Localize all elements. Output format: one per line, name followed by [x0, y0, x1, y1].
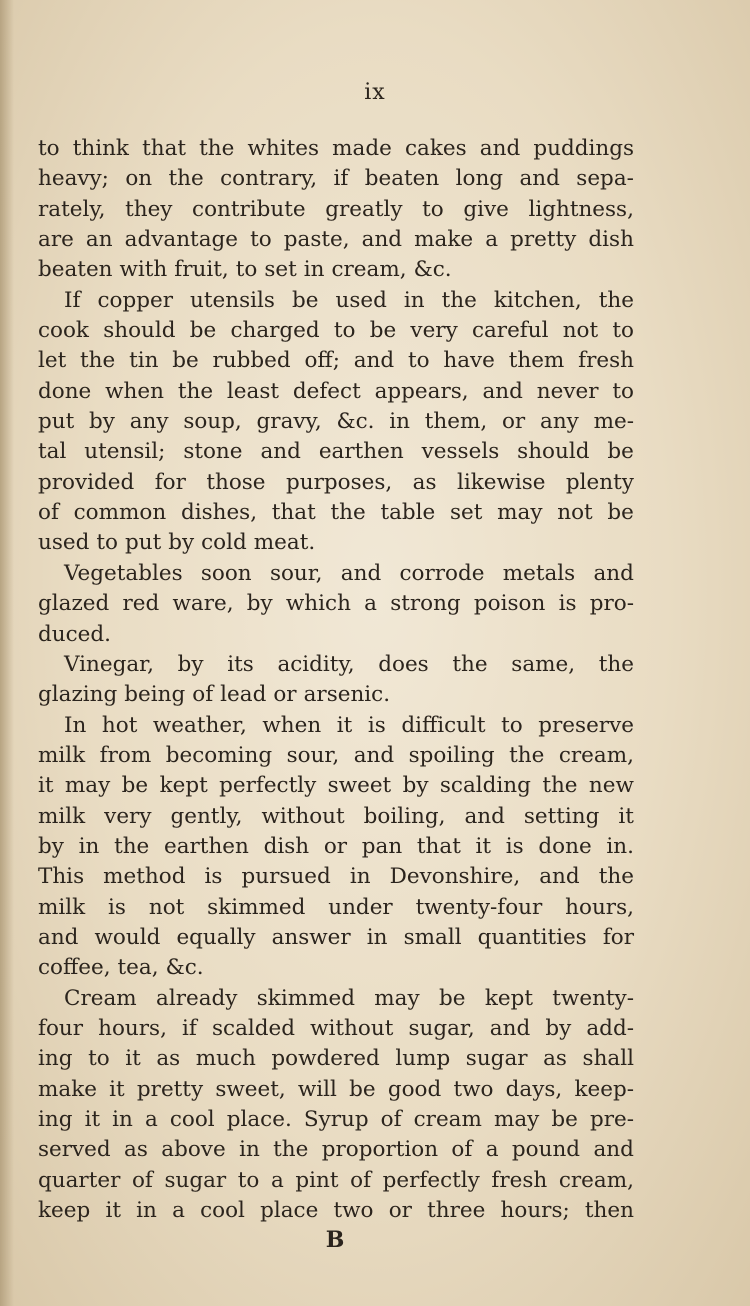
text-line: If copper utensils be used in the kitchen, the [64, 287, 634, 313]
text-line: and would equally answer in small quantities for [38, 924, 634, 950]
text-line: Vegetables soon sour, and corrode metals and [64, 560, 634, 586]
text-line: used to put by cold meat. [38, 530, 316, 556]
text-line: let the tin be rubbed off; and to have them fresh [38, 348, 634, 374]
text-line: rately, they contribute greatly to give lightness, [38, 196, 634, 222]
text-line: four hours, if scalded without sugar, and by add- [38, 1015, 634, 1041]
text-line: Vinegar, by its acidity, does the same, the [64, 651, 634, 677]
text-line: provided for those purposes, as likewise plenty [38, 469, 634, 495]
text-line: ing it in a cool place. Syrup of cream may be pre- [38, 1107, 634, 1132]
text-line: milk from becoming sour, and spoiling the cream, [38, 742, 634, 768]
text-line: heavy; on the contrary, if beaten long and sepa- [38, 166, 634, 192]
text-line: put by any soup, gravy, &c. in them, or any me- [38, 409, 634, 435]
signature-mark: B [325, 1227, 345, 1253]
body-text [38, 134, 634, 1226]
text-line: glazed red ware, by which a strong poison is pro- [38, 591, 634, 617]
text-line: duced. [38, 621, 111, 647]
text-line: This method is pursued in Devonshire, and the [38, 864, 634, 890]
text-line: of common dishes, that the table set may not be [38, 500, 634, 526]
text-line: milk very gently, without boiling, and setting it [38, 803, 634, 829]
page-edge-shadow [0, 0, 14, 1306]
text-line: In hot weather, when it is difficult to preserve [64, 712, 634, 738]
page-number: ix [364, 80, 386, 105]
text-line: quarter of sugar to a pint of perfectly fresh cream, [38, 1167, 634, 1193]
text-line: served as above in the proportion of a pound and [38, 1137, 634, 1163]
text-line: milk is not skimmed under twenty-four hours, [38, 894, 634, 920]
text-line: beaten with fruit, to set in cream, &c. [38, 257, 452, 283]
text-line: ing to it as much powdered lump sugar as shall [38, 1046, 634, 1072]
text-line: tal utensil; stone and earthen vessels should be [38, 439, 634, 465]
text-line: keep it in a cool place two or three hours; then [38, 1198, 634, 1224]
text-line: it may be kept perfectly sweet by scalding the new [38, 773, 634, 799]
text-line: Cream already skimmed may be kept twenty- [64, 985, 634, 1011]
text-line: coffee, tea, &c. [38, 955, 204, 981]
text-line: glazing being of lead or arsenic. [38, 682, 391, 708]
text-line: by in the earthen dish or pan that it is done in. [38, 833, 634, 859]
text-line: are an advantage to paste, and make a pretty dish [38, 227, 634, 253]
text-line: to think that the whites made cakes and puddings [38, 136, 634, 161]
text-line: make it pretty sweet, will be good two days, keep- [38, 1076, 634, 1102]
text-line: done when the least defect appears, and never to [38, 378, 634, 404]
text-line: cook should be charged to be very careful not to [38, 318, 634, 344]
